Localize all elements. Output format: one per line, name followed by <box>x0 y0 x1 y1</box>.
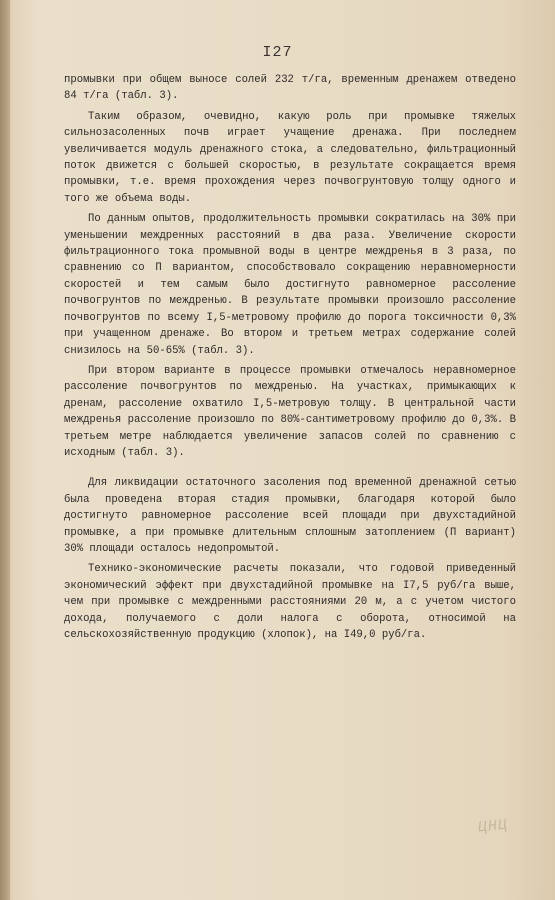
paragraph-6: Технико-экономические расчеты показали, что годовой приведенный экономический эффект при двухстадийной промывке на I7,5 руб/га выше, чем при промывке с междренными расстояниями 20 м, а с учетом чистого дохода, получаемого с доли налога с оборота, относимой на сельскохозяйственную продукцию (хлопок), на I49,0 руб/га. <box>64 563 516 641</box>
paragraph-1: промывки при общем выносе солей 232 т/га, временным дренажем отведено 84 т/га (табл. 3). <box>64 74 516 103</box>
body-text <box>64 72 516 647</box>
paragraph-4: При втором варианте в процессе промывки отмечалось неравномерное рассоление почвогрунтов по междренью. На участках, примыкающих к дренам, рассоление охватило I,5-метровую толщу. В центральной части междренья рассоление произошло по 80%-сантиметровому профилю до 0,3%. В третьем метре наблюдается увеличение запасов солей по сравнению с исходным (табл. 3). <box>64 364 516 459</box>
page-binding-edge <box>0 0 10 900</box>
paragraph-5: Для ликвидации остаточного засоления под временной дренажной сетью была проведена вторая стадия промывки, благодаря которой было достигнуто равномерное рассоление всей площади при двухстадийной промывке, а при промывке длительным сплошным затоплением (П вариант) 30% площади осталось недопромытой. <box>64 477 516 555</box>
library-stamp: ЦНЦ <box>477 816 509 837</box>
paragraph-2: Таким образом, очевидно, какую роль при промывке тяжелых сильнозасоленных почв играет учащение дренажа. При последнем увеличивается модуль дренажного стока, а следовательно, фильтрационный поток движется с большей скоростью, в результате сокращается время промывки, т.е. время прохождения через почвогрунтовую толщу одного и того же объема воды. <box>64 110 516 205</box>
page-number: I27 <box>262 44 293 61</box>
paragraph-3: По данным опытов, продолжительность промывки сократилась на 30% при уменьшении междренных расстояний в два раза. Увеличение скорости фильтрационного тока промывной воды в центре междренья в 3 раза, по сравнению со П вариантом, способствовало сокращению неравномерности скоростей и тем самым было достигнуто равномерное рассоление почвогрунтов по междренью. В результате промывки произошло рассоление почвогрунтов по всему I,5-метровому профилю до порога токсичности 0,3% при учащенном дренаже. Во втором и третьем метрах содержание солей снизилось на 50-65% (табл. 3). <box>64 213 516 357</box>
